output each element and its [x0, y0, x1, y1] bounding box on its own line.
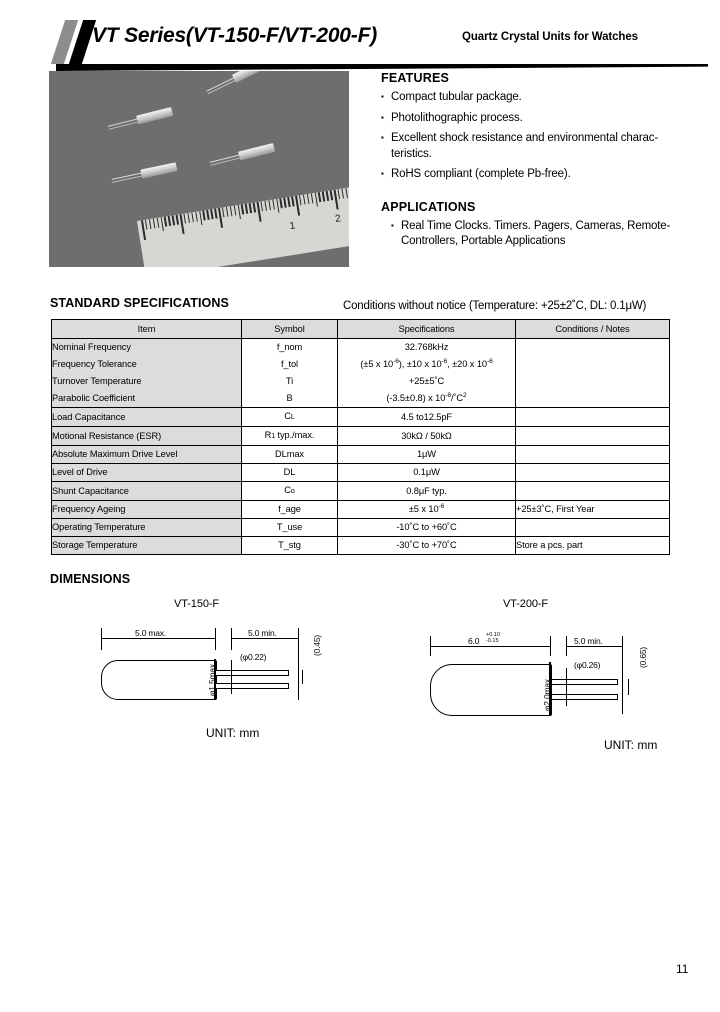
- drawing-vt-150-f: [80, 598, 380, 758]
- page-number: 11: [676, 962, 689, 976]
- cell-symbol: f_nom: [242, 339, 338, 357]
- tolerance-lower: -0.15: [486, 637, 499, 644]
- table-row: [52, 537, 670, 555]
- lead-left-2: [215, 683, 289, 689]
- drawing-vt-200-f: [410, 598, 710, 768]
- table-row: [52, 427, 670, 446]
- cell-item: Turnover Temperature: [52, 373, 242, 390]
- table-row: [52, 339, 670, 357]
- cell-note: [516, 464, 670, 482]
- dim-left-pitch: (0.45): [312, 634, 322, 656]
- table-row: [52, 446, 670, 464]
- dim-right-lead-length: 5.0 min.: [574, 636, 603, 646]
- cell-specification: 1μW: [338, 446, 516, 464]
- table-row: [52, 356, 670, 373]
- drawing-title-right: VT-200-F: [503, 598, 549, 610]
- cell-specification: 0.8μF typ.: [338, 482, 516, 501]
- cell-specification: +25±5˚C: [338, 373, 516, 390]
- cell-item: Shunt Capacitance: [52, 482, 242, 501]
- dimensions-heading: DIMENSIONS: [50, 572, 131, 586]
- cell-item: Level of Drive: [52, 464, 242, 482]
- cell-specification: 0.1μW: [338, 464, 516, 482]
- cell-symbol: B: [242, 390, 338, 408]
- cell-item: Frequency Ageing: [52, 501, 242, 519]
- application-line1: Real Time Clocks. Timers. Pagers, Cameras, Remote-: [401, 219, 671, 232]
- cell-specification: -10˚C to +60˚C: [338, 519, 516, 537]
- package-body-right: [430, 664, 552, 716]
- cell-item: Motional Resistance (ESR): [52, 427, 242, 446]
- cell-item: Operating Temperature: [52, 519, 242, 537]
- drawing-title-left: VT-150-F: [174, 598, 220, 610]
- features-block: [381, 71, 711, 250]
- feature-item: ▪ RoHS compliant (complete Pb-free).: [381, 167, 711, 183]
- dim-right-body-length: 6.0: [468, 636, 480, 646]
- unit-label-left: UNIT: mm: [206, 726, 260, 740]
- cell-symbol: R1 typ./max.: [242, 427, 338, 446]
- column-header-specifications: Specifications: [338, 320, 516, 339]
- cell-item: Absolute Maximum Drive Level: [52, 446, 242, 464]
- page-title: VT Series(VT-150-F/VT-200-F): [92, 24, 377, 47]
- applications-heading: APPLICATIONS: [381, 199, 476, 214]
- cell-specification: (-3.5±0.8) x $10^{-8}/˚C^2$: [338, 390, 516, 408]
- unit-label-right: UNIT: mm: [604, 738, 658, 752]
- product-photo: [49, 71, 349, 267]
- table-row: [52, 501, 670, 519]
- table-row: [52, 373, 670, 390]
- page-subtitle: Quartz Crystal Units for Watches: [462, 31, 638, 43]
- application-item: [391, 219, 711, 250]
- cell-note: Store a pcs. part: [516, 537, 670, 555]
- cell-specification: 30kΩ / 50kΩ: [338, 427, 516, 446]
- cell-specification: -30˚C to +70˚C: [338, 537, 516, 555]
- application-line2: Controllers, Portable Applications: [401, 235, 566, 247]
- page-header: [0, 18, 720, 70]
- table-row: [52, 482, 670, 501]
- feature-item: [381, 131, 711, 162]
- feature-item: ▪ Compact tubular package.: [381, 90, 711, 106]
- specifications-heading: STANDARD SPECIFICATIONS: [50, 296, 229, 310]
- cell-symbol: T_stg: [242, 537, 338, 555]
- cell-item: Frequency Tolerance: [52, 356, 242, 373]
- cell-symbol: CL: [242, 408, 338, 427]
- cell-note: +25±3˚C, First Year: [516, 501, 670, 519]
- dim-right-body-tolerance: [486, 633, 500, 644]
- dim-left-body-length: 5.0 max.: [135, 628, 166, 638]
- dim-left-body-diameter: φ1.5max.: [207, 661, 217, 696]
- cell-note: [516, 408, 670, 427]
- cell-note: [516, 427, 670, 446]
- dim-right-body-diameter: φ2.0max.: [542, 676, 552, 711]
- cell-item: Load Capacitance: [52, 408, 242, 427]
- dim-left-lead-length: 5.0 min.: [248, 628, 277, 638]
- specifications-table: [51, 319, 670, 555]
- lead-left-1: [215, 670, 289, 676]
- cell-note: [516, 519, 670, 537]
- table-row: [52, 464, 670, 482]
- cell-symbol: f_tol: [242, 356, 338, 373]
- column-header-notes: Conditions / Notes: [516, 320, 670, 339]
- features-heading: FEATURES: [381, 71, 450, 85]
- cell-item: Parabolic Coefficient: [52, 390, 242, 408]
- feature-item-line2: teristics.: [391, 147, 432, 160]
- cell-specification: (±5 x $10^{-6}$), ±10 x $10^{-6}$, ±20 x $10^{-6}$: [338, 356, 516, 373]
- cell-symbol: DL: [242, 464, 338, 482]
- ruler-scale: 1 2: [137, 185, 349, 267]
- column-header-item: Item: [52, 320, 242, 339]
- cell-note: [516, 390, 670, 408]
- feature-item-line1: Excellent shock resistance and environmental charac-: [391, 132, 659, 144]
- lead-right-1: [551, 679, 618, 685]
- specifications-conditions: Conditions without notice (Temperature: +25±2˚C, DL: 0.1μW): [343, 300, 647, 312]
- table-row: [52, 519, 670, 537]
- cell-note: [516, 373, 670, 390]
- column-header-symbol: Symbol: [242, 320, 338, 339]
- table-row: [52, 390, 670, 408]
- cell-specification: ±5 x $10^{-6}$: [338, 501, 516, 519]
- tolerance-upper: +0.10: [486, 632, 500, 638]
- cell-specification: 32.768kHz: [338, 339, 516, 357]
- cell-symbol: T_use: [242, 519, 338, 537]
- cell-note: [516, 356, 670, 373]
- cell-symbol: DLmax: [242, 446, 338, 464]
- dim-right-lead-diameter: (φ0.26): [574, 660, 601, 670]
- package-body-left: [101, 660, 217, 700]
- lead-right-2: [551, 694, 618, 700]
- cell-item: Nominal Frequency: [52, 339, 242, 357]
- cell-symbol: Co: [242, 482, 338, 501]
- feature-item: ▪ Photolithographic process.: [381, 111, 711, 127]
- cell-specification: 4.5 to12.5pF: [338, 408, 516, 427]
- cell-note: [516, 339, 670, 357]
- cell-item: Storage Temperature: [52, 537, 242, 555]
- dim-right-pitch: (0.65): [638, 646, 648, 668]
- header-rule: [56, 64, 708, 71]
- dim-left-lead-diameter: (φ0.22): [240, 652, 267, 662]
- table-header-row: [52, 320, 670, 339]
- cell-symbol: f_age: [242, 501, 338, 519]
- cell-note: [516, 482, 670, 501]
- cell-symbol: Ti: [242, 373, 338, 390]
- cell-note: [516, 446, 670, 464]
- table-row: [52, 408, 670, 427]
